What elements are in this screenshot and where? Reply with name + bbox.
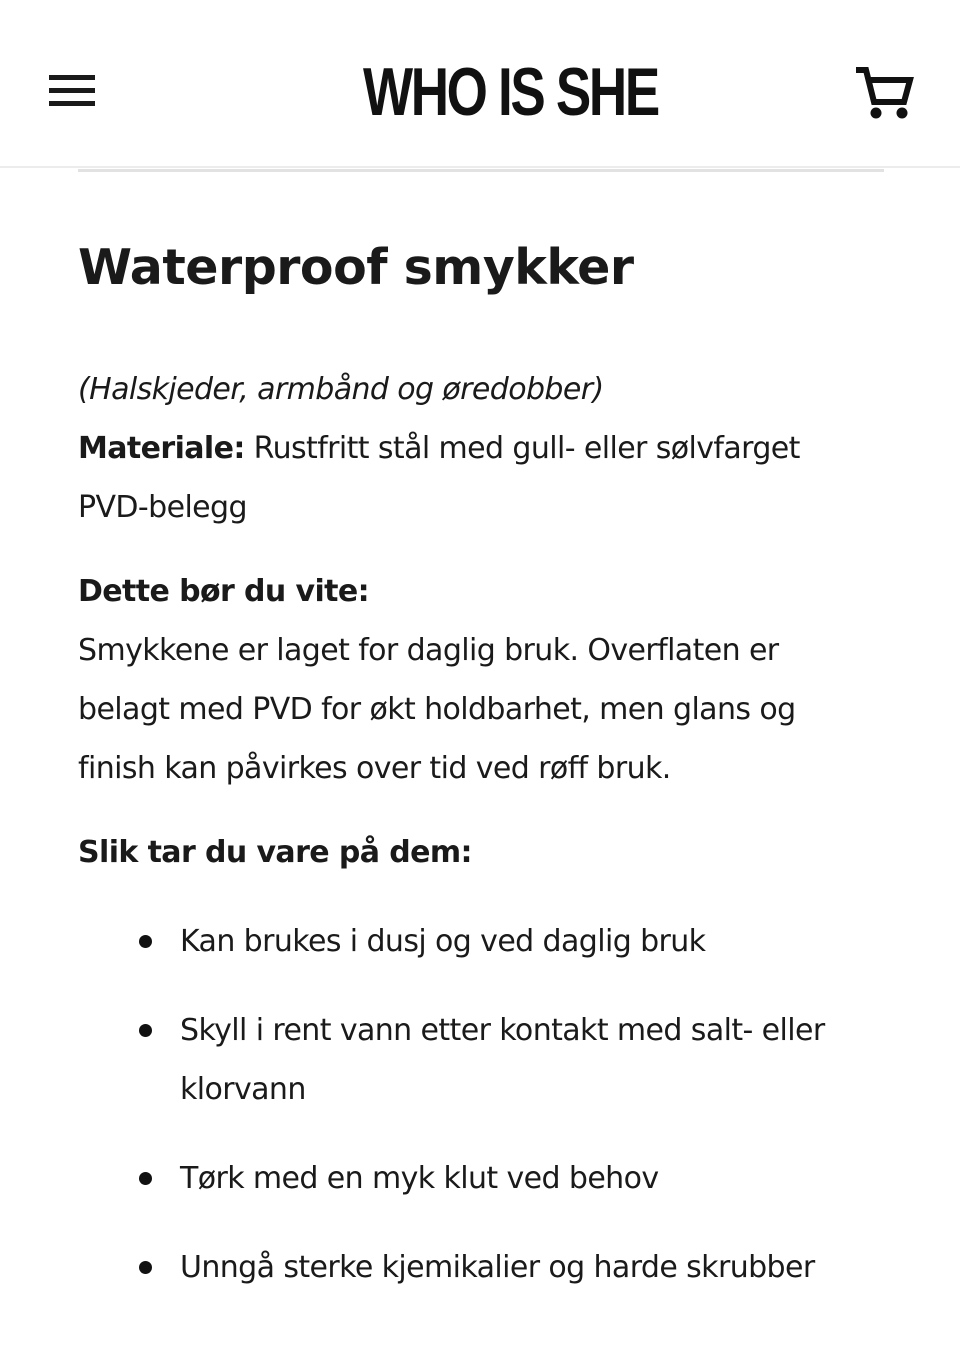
- care-item-text: Kan brukes i dusj og ved daglig bruk: [180, 924, 706, 959]
- shopping-cart-icon[interactable]: [852, 60, 918, 124]
- know-heading: Dette bør du vite:: [78, 574, 370, 609]
- bullet-icon: [139, 935, 152, 948]
- care-item-text: Skyll i rent vann etter kontakt med salt- eller klorvann: [180, 1013, 825, 1107]
- bullet-icon: [139, 1024, 152, 1037]
- product-subtitle: (Halskjeder, armbånd og øredobber): [78, 372, 604, 407]
- care-list: [78, 912, 878, 1297]
- header-divider: [78, 169, 884, 172]
- material-label: Materiale:: [78, 431, 245, 466]
- bullet-icon: [139, 1172, 152, 1185]
- brand-logo[interactable]: WHO IS SHE: [363, 54, 658, 130]
- page-title: Waterproof smykker: [78, 239, 634, 296]
- bullet-icon: [139, 1261, 152, 1274]
- care-list-item: [78, 1238, 878, 1297]
- material-value: Rustfritt stål med gull- eller sølvfarget PVD-belegg: [78, 431, 800, 525]
- care-item-text: Unngå sterke kjemikalier og harde skrubber: [180, 1250, 815, 1285]
- care-list-item: [78, 912, 878, 971]
- know-text: Smykkene er laget for daglig bruk. Overflaten er belagt med PVD for økt holdbarhet, men glans og finish kan påvirkes over tid ved røff bruk.: [78, 633, 796, 786]
- product-info: [78, 220, 878, 1327]
- care-list-item: [78, 1149, 878, 1208]
- site-header: [0, 0, 960, 168]
- care-item-text: Tørk med en myk klut ved behov: [180, 1161, 659, 1196]
- hamburger-menu-icon[interactable]: [44, 68, 100, 114]
- care-heading: Slik tar du vare på dem:: [78, 835, 472, 870]
- material-line: [78, 419, 878, 537]
- care-list-item: [78, 1001, 878, 1119]
